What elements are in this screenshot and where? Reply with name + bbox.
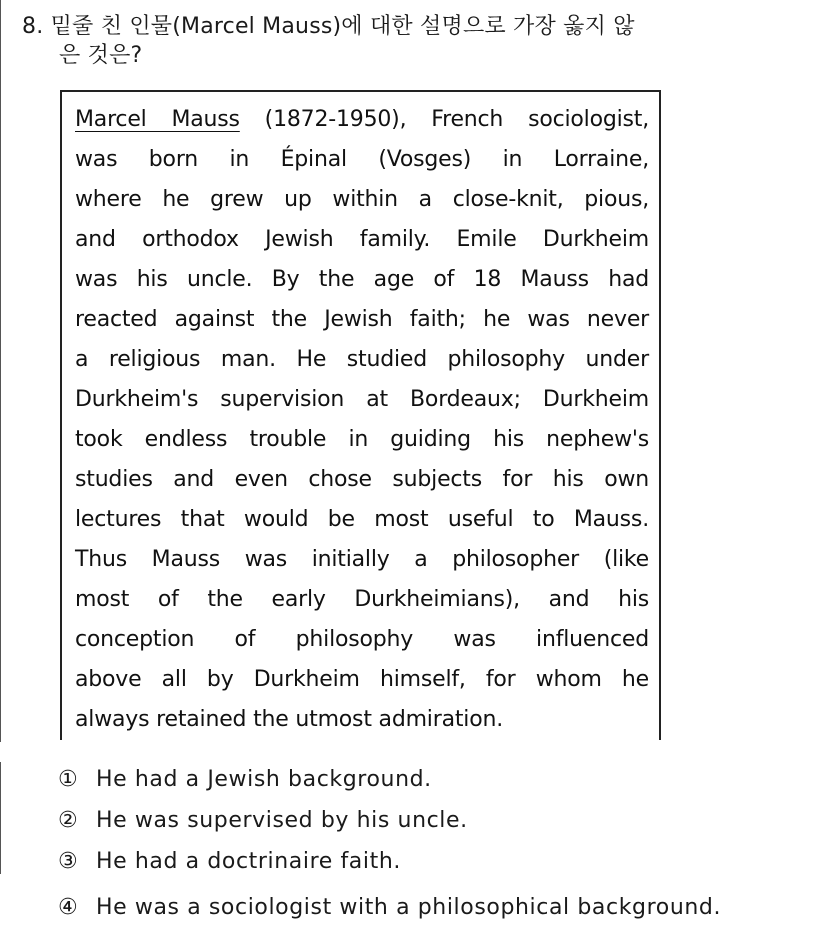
- passage-line: Durkheim's supervision at Bordeaux; Durkheim: [75, 387, 649, 412]
- question-text-line-1: 밑줄 친 인물(Marcel Mauss)에 대한 설명으로 가장 옳지 않: [50, 14, 635, 39]
- option-marker: ①: [58, 767, 79, 792]
- passage-line: most of the early Durkheimians), and his: [75, 587, 649, 612]
- left-margin-rule-lower: [0, 762, 1, 874]
- question-stem: [22, 12, 782, 70]
- passage-line: conception of philosophy was influenced: [75, 627, 649, 652]
- answer-option-2[interactable]: [58, 803, 818, 844]
- option-marker: ②: [58, 808, 79, 833]
- passage-line-0-rest: (1872-1950), French sociologist,: [239, 107, 649, 132]
- option-text: He was supervised by his uncle.: [96, 808, 468, 833]
- answer-option-1[interactable]: [58, 762, 818, 803]
- option-marker: ④: [58, 895, 79, 920]
- passage-line: reacted against the Jewish faith; he was never: [75, 307, 649, 332]
- option-text: He had a Jewish background.: [96, 767, 432, 792]
- passage-line: Thus Mauss was initially a philosopher (like: [75, 547, 649, 572]
- option-text: He had a doctrinaire faith.: [96, 849, 401, 874]
- passage-line: was born in Épinal (Vosges) in Lorraine,: [75, 147, 649, 172]
- answer-options: [58, 762, 818, 931]
- passage-line: where he grew up within a close-knit, pious,: [75, 187, 649, 212]
- passage-line: was his uncle. By the age of 18 Mauss had: [75, 267, 649, 292]
- question-number: 8.: [22, 14, 44, 39]
- question-text-line-2: 은 것은?: [59, 43, 143, 68]
- passage-box: [60, 90, 661, 740]
- option-text: He was a sociologist with a philosophical background.: [96, 895, 722, 920]
- answer-option-4[interactable]: [58, 890, 818, 931]
- passage-line: always retained the utmost admiration.: [75, 707, 503, 732]
- passage-line: and orthodox Jewish family. Emile Durkheim: [75, 227, 649, 252]
- passage-text: [75, 100, 649, 740]
- option-marker: ③: [58, 849, 79, 874]
- underlined-name: Marcel Mauss: [75, 107, 240, 132]
- passage-line: lectures that would be most useful to Mauss.: [75, 507, 649, 532]
- passage-line: took endless trouble in guiding his nephew's: [75, 427, 649, 452]
- left-margin-rule: [0, 0, 1, 742]
- passage-line: above all by Durkheim himself, for whom he: [75, 667, 649, 692]
- answer-option-3[interactable]: [58, 844, 818, 885]
- passage-line: a religious man. He studied philosophy under: [75, 347, 649, 372]
- passage-line: studies and even chose subjects for his own: [75, 467, 649, 492]
- passage-line-0: [75, 100, 649, 140]
- question-line-1: [22, 12, 782, 41]
